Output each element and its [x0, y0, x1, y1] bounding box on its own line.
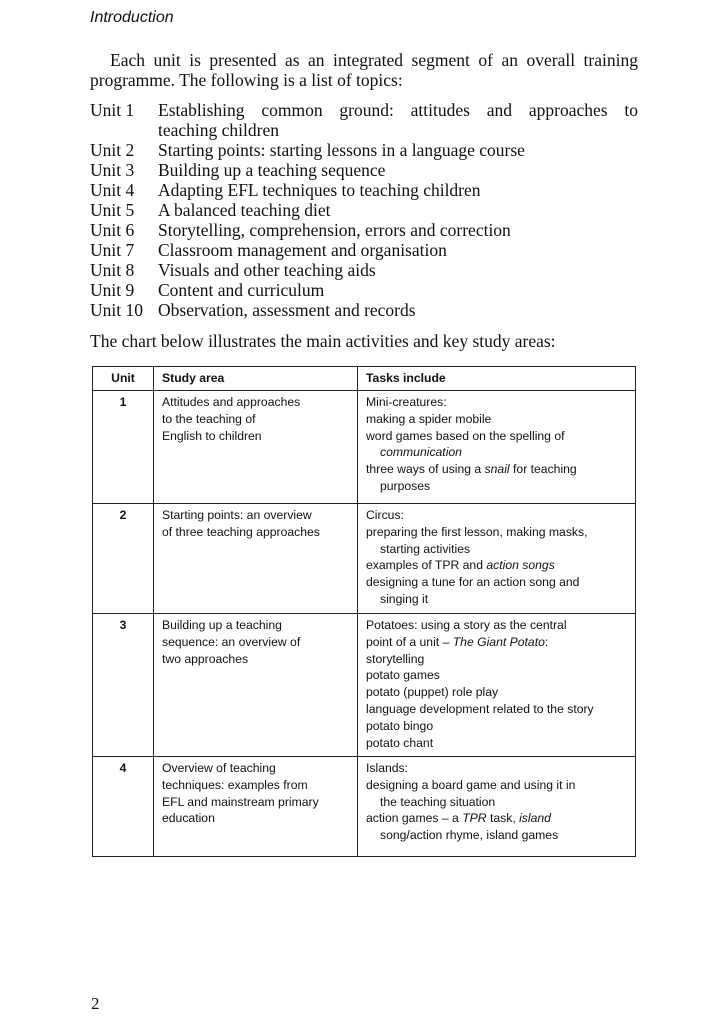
table-row: [93, 614, 636, 757]
unit-list-item: [90, 220, 638, 240]
study-area-line: techniques: examples from: [162, 777, 308, 792]
task-line: [366, 557, 627, 574]
study-areas-table: [92, 366, 636, 857]
task-text: point of a unit –: [366, 634, 453, 649]
table-row: [93, 391, 636, 504]
unit-list-item: [90, 160, 638, 180]
table-header-row: [93, 367, 636, 391]
chart-intro-text: The chart below illustrates the main activities and key study areas:: [90, 331, 556, 351]
unit-cell: 1: [93, 391, 154, 504]
study-area-cell: [154, 757, 358, 857]
study-area-line: Attitudes and approaches: [162, 395, 301, 409]
unit-title: Adapting EFL techniques to teaching children: [158, 180, 481, 200]
unit-title: Building up a teaching sequence: [158, 160, 386, 180]
task-line: Circus:: [366, 508, 404, 522]
unit-cell: 3: [93, 614, 154, 757]
unit-label: Unit 6: [90, 220, 135, 240]
unit-list: [90, 100, 638, 320]
unit-list-item: [90, 180, 638, 200]
unit-list-item: [90, 100, 638, 140]
task-line: Islands:: [366, 761, 409, 775]
tasks-cell: [358, 391, 636, 504]
italic-term: snail: [484, 462, 510, 477]
task-line: language development related to the story: [366, 701, 594, 716]
italic-term: The Giant Potato: [452, 634, 545, 649]
unit-title: Classroom management and organisation: [158, 240, 447, 260]
study-area-line: English to children: [162, 428, 262, 443]
unit-label: Unit 10: [90, 300, 143, 320]
task-line: preparing the first lesson, making masks,: [366, 524, 588, 539]
italic-term: action songs: [486, 558, 555, 573]
study-area-cell: [154, 391, 358, 504]
study-area-line: of three teaching approaches: [162, 524, 320, 539]
unit-cell: 4: [93, 757, 154, 857]
unit-list-item: [90, 200, 638, 220]
study-area-line: Building up a teaching: [162, 618, 282, 632]
task-line: Mini-creatures:: [366, 395, 447, 409]
task-line: potato chant: [366, 735, 434, 750]
unit-list-item: [90, 140, 638, 160]
task-line: storytelling: [366, 651, 425, 666]
study-area-line: sequence: an overview of: [162, 634, 301, 649]
header-tasks: Tasks include: [358, 367, 636, 391]
unit-title: Storytelling, comprehension, errors and correction: [158, 220, 511, 240]
unit-title-line: Establishing common ground: attitudes and approaches to: [158, 100, 638, 120]
task-text: task,: [486, 811, 520, 826]
study-area-cell: [154, 504, 358, 614]
task-text: :: [544, 634, 549, 649]
study-area-line: Starting points: an overview: [162, 508, 312, 522]
task-text: for teaching: [509, 462, 577, 477]
study-area-line: two approaches: [162, 651, 249, 666]
task-line: Potatoes: using a story as the central: [366, 618, 567, 632]
unit-label: Unit 5: [90, 200, 135, 220]
unit-title: Starting points: starting lessons in a language course: [158, 140, 525, 160]
task-text: action games – a: [366, 811, 463, 826]
italic-term: TPR: [462, 811, 487, 826]
study-area-line: education: [162, 811, 215, 826]
task-line: making a spider mobile: [366, 411, 492, 426]
task-line: [366, 444, 627, 461]
task-line: potato bingo: [366, 718, 434, 733]
unit-label: Unit 1: [90, 100, 135, 120]
unit-label: Unit 2: [90, 140, 135, 160]
running-header: Introduction: [90, 9, 174, 26]
header-unit: Unit: [93, 367, 154, 391]
unit-title-continuation: teaching children: [158, 120, 279, 140]
task-line: designing a tune for an action song and: [366, 575, 580, 590]
task-text: three ways of using a: [366, 462, 485, 477]
task-line: the teaching situation: [380, 794, 496, 809]
unit-cell: 2: [93, 504, 154, 614]
unit-title: A balanced teaching diet: [158, 200, 331, 220]
unit-title: Visuals and other teaching aids: [158, 260, 376, 280]
table-row: [93, 504, 636, 614]
tasks-cell: [358, 614, 636, 757]
task-line: [366, 461, 627, 478]
task-line: singing it: [380, 591, 429, 606]
italic-term: communication: [380, 445, 462, 460]
unit-label: Unit 4: [90, 180, 135, 200]
study-area-line: to the teaching of: [162, 411, 256, 426]
italic-term: island: [519, 811, 551, 826]
unit-list-item: [90, 260, 638, 280]
page-number: 2: [91, 994, 100, 1013]
unit-list-item: [90, 300, 638, 320]
unit-list-item: [90, 280, 638, 300]
intro-paragraph: Each unit is presented as an integrated segment of an overall training programme. The following is a list of topics:: [90, 50, 638, 90]
task-line: song/action rhyme, island games: [380, 828, 559, 843]
task-line: starting activities: [380, 541, 471, 556]
task-line: [366, 810, 627, 827]
unit-label: Unit 7: [90, 240, 135, 260]
table-row: [93, 757, 636, 857]
task-line: [366, 634, 627, 651]
unit-label: Unit 9: [90, 280, 135, 300]
study-area-cell: [154, 614, 358, 757]
unit-title: [158, 100, 638, 140]
task-line: potato games: [366, 668, 440, 683]
unit-title: Observation, assessment and records: [158, 300, 416, 320]
task-line: designing a board game and using it in: [366, 777, 576, 792]
study-area-line: Overview of teaching: [162, 761, 276, 775]
tasks-cell: [358, 757, 636, 857]
unit-label: Unit 3: [90, 160, 135, 180]
unit-label: Unit 8: [90, 260, 135, 280]
task-text: examples of TPR and: [366, 558, 487, 573]
header-study-area: Study area: [154, 367, 358, 391]
task-line: potato (puppet) role play: [366, 685, 499, 700]
tasks-cell: [358, 504, 636, 614]
study-area-line: EFL and mainstream primary: [162, 794, 319, 809]
unit-list-item: [90, 240, 638, 260]
task-line: purposes: [380, 478, 431, 493]
task-line: word games based on the spelling of: [366, 428, 565, 443]
unit-title: Content and curriculum: [158, 280, 325, 300]
